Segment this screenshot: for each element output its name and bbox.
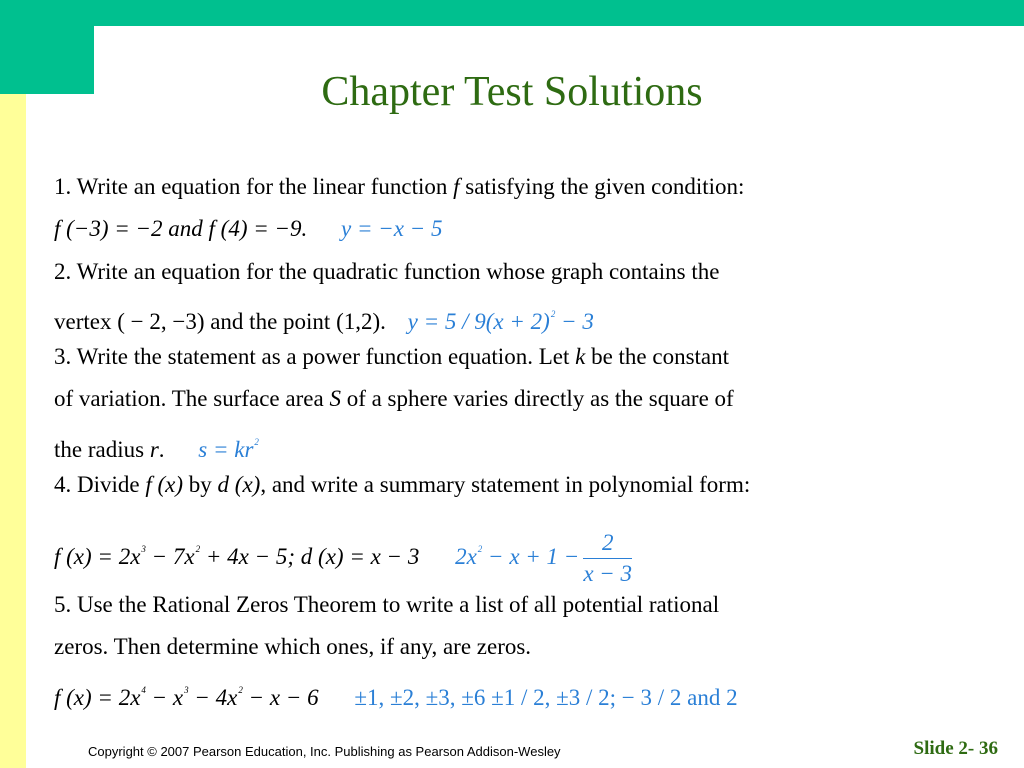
problem-2-answer-a: y = 5 / 9(x + 2) — [407, 309, 550, 334]
problem-4-fx-exp2: 2 — [195, 544, 201, 554]
problem-4-text-b: by — [183, 472, 218, 497]
problem-1-text-a: 1. Write an equation for the linear function — [54, 174, 454, 199]
problem-5-answer: ±1, ±2, ±3, ±6 ±1 / 2, ±3 / 2; − 3 / 2 and 2 — [354, 685, 738, 710]
problem-3-answer — [198, 437, 259, 462]
problem-5-fx-d: − x − 6 — [242, 685, 319, 710]
problem-4-answer-a: 2x — [455, 544, 477, 569]
problem-1-statement — [54, 172, 744, 202]
problem-2-answer-exp: 2 — [550, 309, 556, 319]
problem-4-statement — [54, 470, 750, 500]
problem-4-equation-line — [54, 516, 633, 587]
problem-5-fx-a: f (x) = 2x — [54, 685, 141, 710]
problem-3-var-k: k — [575, 344, 586, 369]
problem-3-line-3 — [54, 427, 259, 465]
problem-3-text-b: be the constant — [585, 344, 730, 369]
fraction-numerator: 2 — [583, 528, 632, 559]
problem-4-d: d (x) — [217, 472, 261, 497]
problem-5-fx — [54, 685, 319, 710]
problem-3-text-a: 3. Write the statement as a power function equation. Let — [54, 344, 576, 369]
problem-4-text-a: 4. Divide — [54, 472, 146, 497]
problem-2-vertex-text: vertex ( − 2, −3) and the point (1,2). — [54, 309, 386, 334]
problem-4-fx-a: f (x) = 2x — [54, 544, 141, 569]
problem-3-var-r: r — [149, 437, 159, 462]
problem-4-answer-fraction — [583, 528, 632, 589]
problem-2-statement: 2. Write an equation for the quadratic function whose graph contains the — [54, 259, 720, 284]
problem-1-var: f — [453, 174, 460, 199]
problem-3-text-c: of variation. The surface area — [54, 386, 330, 411]
problem-2-vertex-line — [54, 299, 594, 337]
problem-1-condition: f (−3) = −2 and f (4) = −9. — [54, 216, 308, 241]
problem-5-line-2: zeros. Then determine which ones, if any, are zeros. — [54, 634, 532, 659]
slide-title: Chapter Test Solutions — [321, 69, 703, 115]
problem-3-text-d: of a sphere varies directly as the square of — [340, 386, 734, 411]
problem-5-fx-exp2: 3 — [184, 685, 189, 695]
slide-number: Slide 2- 36 — [913, 738, 998, 759]
problem-5-equation-line — [54, 675, 738, 713]
problem-5-fx-exp1: 4 — [141, 685, 146, 695]
problem-5-fx-b: − x — [145, 685, 184, 710]
problem-4-f: f (x) — [145, 472, 184, 497]
left-accent-strip — [0, 94, 26, 768]
problem-3-text-e: the radius — [54, 437, 150, 462]
problem-1-text-b: satisfying the given condition: — [459, 174, 745, 199]
problem-2-answer — [408, 309, 594, 334]
problem-3-answer-a: s = kr — [198, 437, 254, 462]
problem-3-line-2 — [54, 384, 734, 414]
problem-3-answer-exp: 2 — [254, 437, 259, 447]
problem-5-fx-c: − 4x — [188, 685, 238, 710]
problem-5-statement: 5. Use the Rational Zeros Theorem to write a list of all potential rational — [54, 592, 720, 617]
problem-4-answer — [455, 530, 633, 587]
problem-4-fx-b: − 7x — [145, 544, 195, 569]
problem-1-condition-line — [54, 214, 443, 244]
fraction-denominator: x − 3 — [583, 561, 633, 587]
problem-1-answer: y = −x − 5 — [341, 216, 443, 241]
problem-4-answer-b: − x + 1 − — [482, 544, 580, 569]
problem-4-fx-exp1: 3 — [141, 544, 146, 554]
problem-3-statement — [54, 342, 729, 372]
copyright-notice: Copyright © 2007 Pearson Education, Inc. Publishing as Pearson Addison-Wesley — [88, 744, 561, 759]
problem-3-text-f: . — [158, 437, 165, 462]
problem-3-var-s: S — [329, 386, 341, 411]
problem-4-fx — [54, 544, 419, 569]
problem-2-answer-b: − 3 — [555, 309, 594, 334]
problem-4-text-c: , and write a summary statement in polynomial form: — [260, 472, 751, 497]
top-accent-bar — [0, 0, 1024, 26]
problem-4-answer-exp: 2 — [477, 544, 483, 554]
problem-5-fx-exp3: 2 — [238, 685, 243, 695]
problem-4-fx-c: + 4x − 5; d (x) = x − 3 — [200, 544, 420, 569]
